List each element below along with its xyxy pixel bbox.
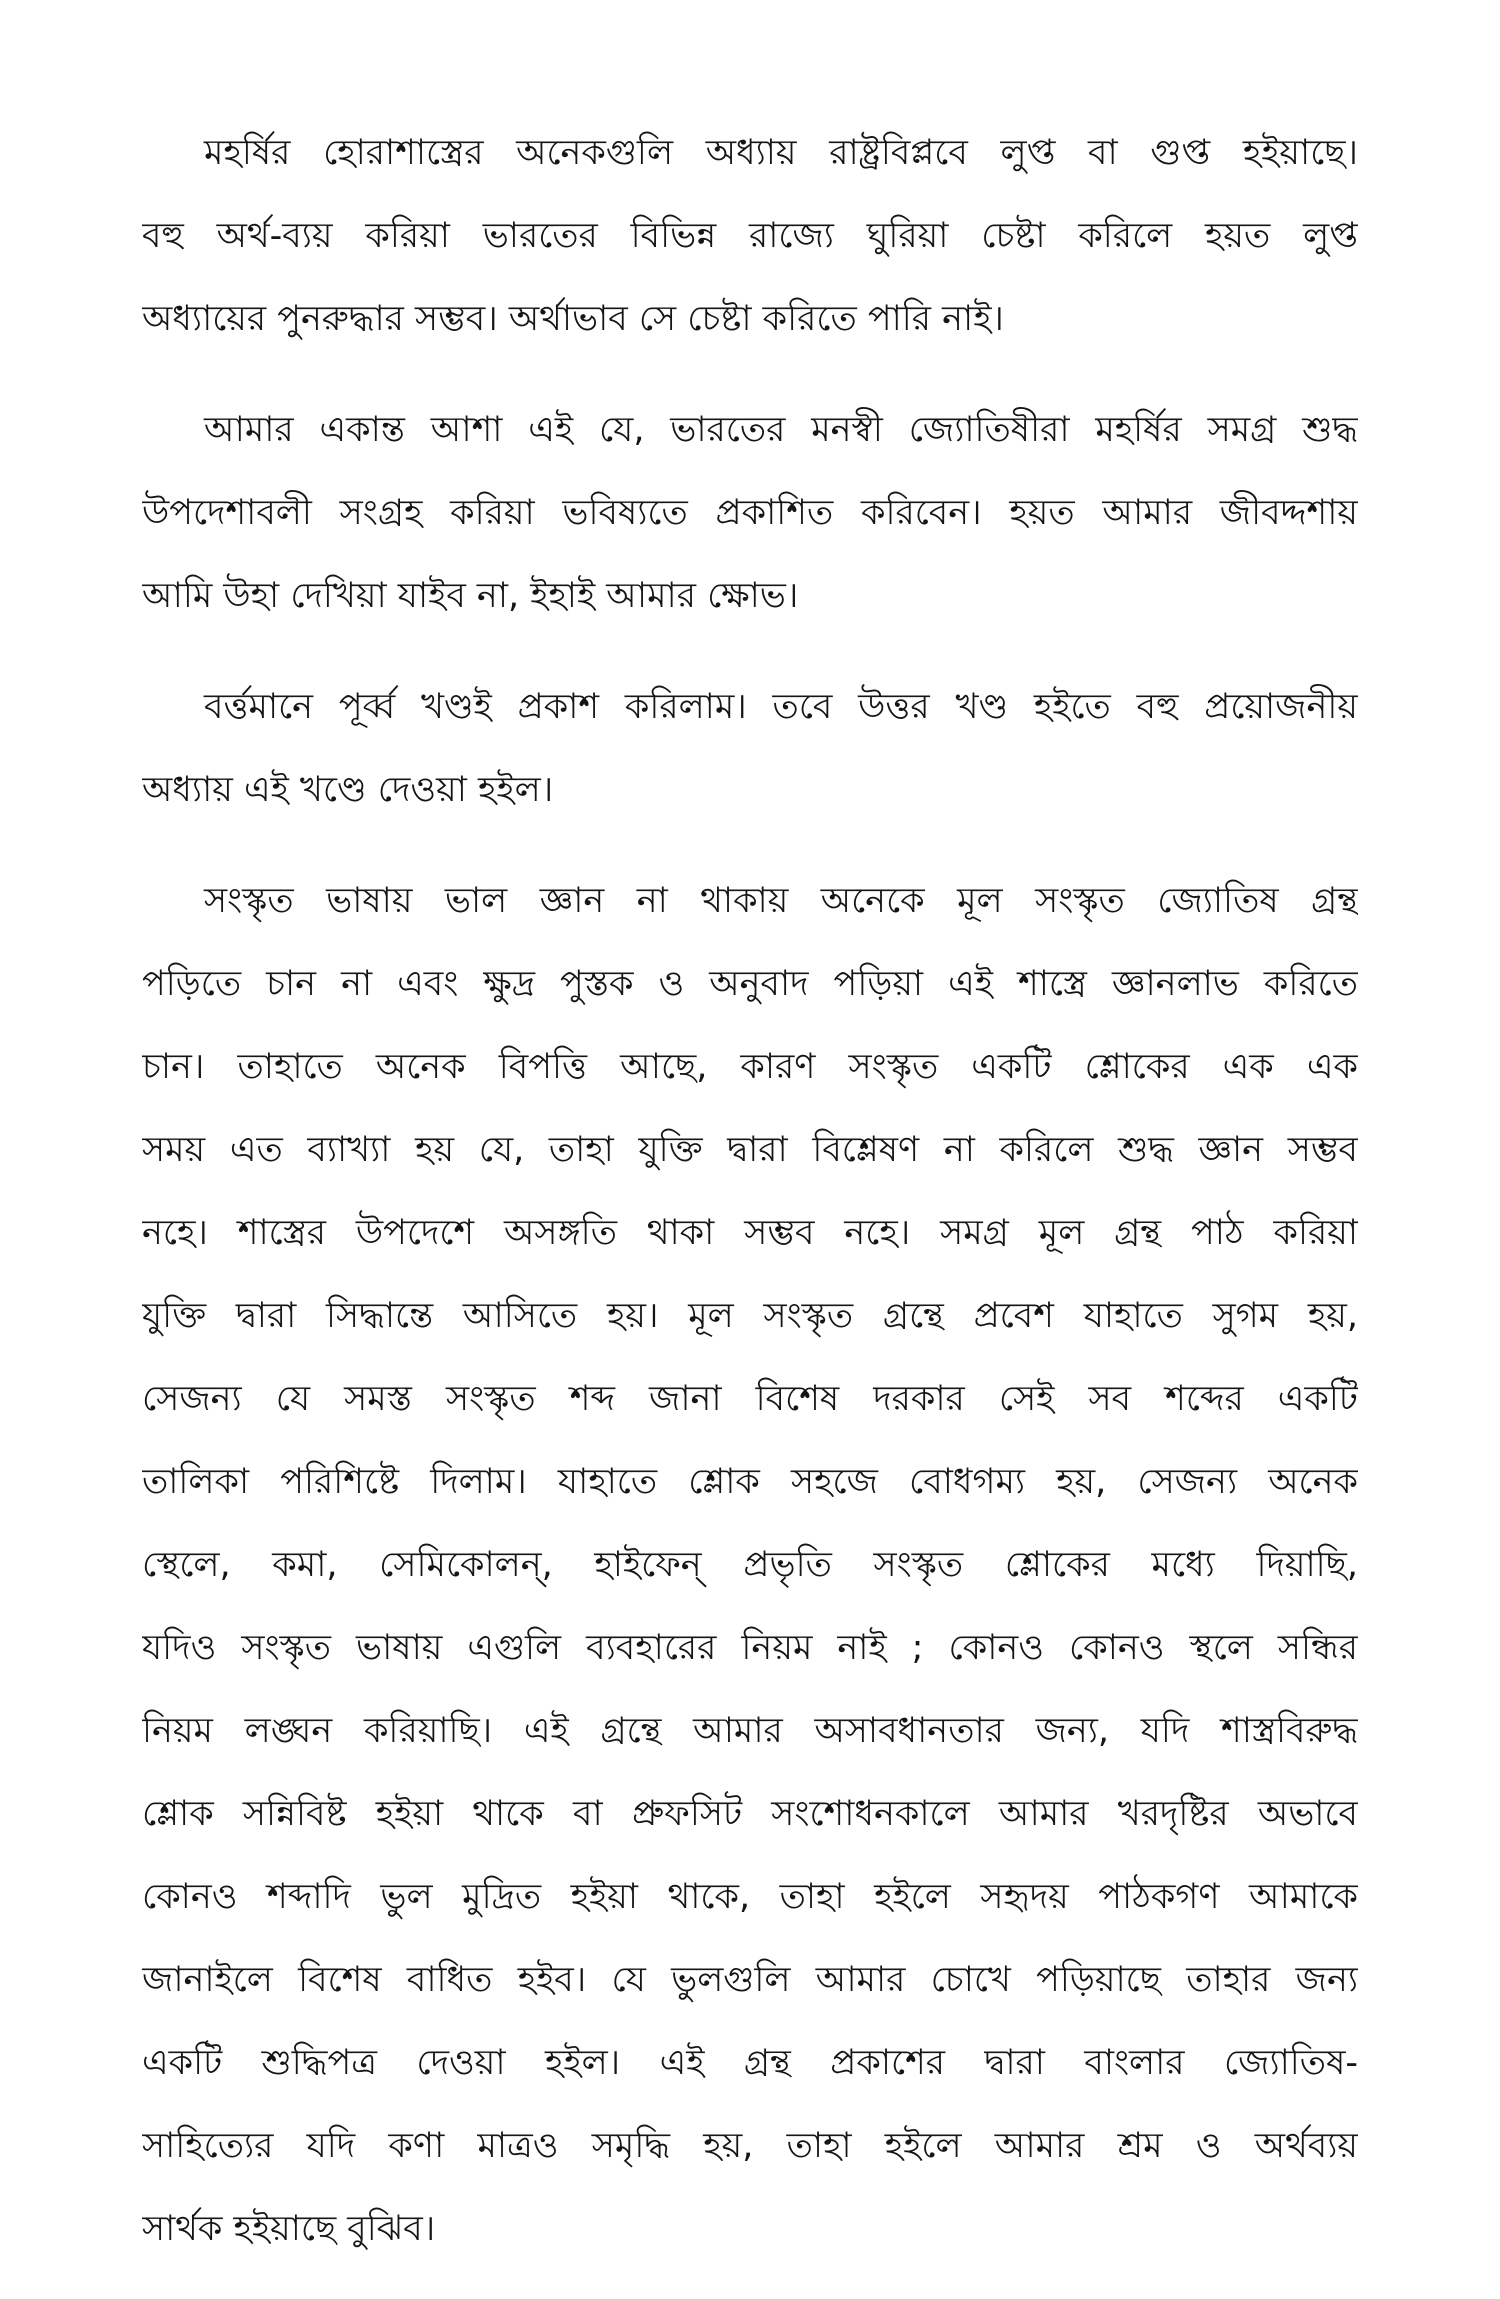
text-line: আমি উহা দেখিয়া যাইব না, ইহাই আমার ক্ষোভ। [142, 576, 799, 616]
text-line: কোনও শব্দাদি ভুল মুদ্রিত হইয়া থাকে, তাহা হইলে সহৃদয় পাঠকগণ আমাকে [142, 1877, 1358, 1917]
text-line: আমার একান্ত আশা এই যে, ভারতের মনস্বী জ্যোতিষীরা মহর্ষির সমগ্র শুদ্ধ [204, 410, 1358, 450]
text-line: মহর্ষির হোরাশাস্ত্রের অনেকগুলি অধ্যায় রাষ্ট্রবিপ্লবে লুপ্ত বা গুপ্ত হইয়াছে। [204, 133, 1358, 173]
text-line: পড়িতে চান না এবং ক্ষুদ্র পুস্তক ও অনুবাদ পড়িয়া এই শাস্ত্রে জ্ঞানলাভ করিতে [142, 964, 1358, 1004]
text-line: সময় এত ব্যাখ্যা হয় যে, তাহা যুক্তি দ্বারা বিশ্লেষণ না করিলে শুদ্ধ জ্ঞান সম্ভব [142, 1130, 1358, 1170]
text-line: সংস্কৃত ভাষায় ভাল জ্ঞান না থাকায় অনেকে মূল সংস্কৃত জ্যোতিষ গ্রন্থ [204, 881, 1358, 921]
paragraph-1 [142, 112, 1358, 361]
text-line: সার্থক হইয়াছে বুঝিব। [142, 2209, 436, 2249]
text-line: যুক্তি দ্বারা সিদ্ধান্তে আসিতে হয়। মূল সংস্কৃত গ্রন্থে প্রবেশ যাহাতে সুগম হয়, [142, 1296, 1358, 1336]
text-line: শ্লোক সন্নিবিষ্ট হইয়া থাকে বা প্রুফসিট সংশোধনকালে আমার খরদৃষ্টির অভাবে [142, 1794, 1358, 1834]
text-line: সেজন্য যে সমস্ত সংস্কৃত শব্দ জানা বিশেষ দরকার সেই সব শব্দের একটি [142, 1379, 1358, 1419]
text-line: যদিও সংস্কৃত ভাষায় এগুলি ব্যবহারের নিয়ম নাই ; কোনও কোনও স্থলে সন্ধির [142, 1628, 1358, 1668]
paragraph-4 [142, 860, 1358, 2271]
text-line: স্থেলে, কমা, সেমিকোলন্, হাইফেন্ প্রভৃতি সংস্কৃত শ্লোকের মধ্যে দিয়াছি, [142, 1545, 1358, 1585]
text-line: অধ্যায় এই খণ্ডে দেওয়া হইল। [142, 770, 554, 810]
document-page [142, 112, 1358, 2299]
paragraph-3 [142, 666, 1358, 832]
text-line: চান। তাহাতে অনেক বিপত্তি আছে, কারণ সংস্কৃত একটি শ্লোকের এক এক [142, 1047, 1358, 1087]
text-line: উপদেশাবলী সংগ্রহ করিয়া ভবিষ্যতে প্রকাশিত করিবেন। হয়ত আমার জীবদ্দশায় [142, 493, 1358, 533]
text-line: একটি শুদ্ধিপত্র দেওয়া হইল। এই গ্রন্থ প্রকাশের দ্বারা বাংলার জ্যোতিষ- [142, 2043, 1358, 2083]
text-line: নহে। শাস্ত্রের উপদেশে অসঙ্গতি থাকা সম্ভব নহে। সমগ্র মূল গ্রন্থ পাঠ করিয়া [142, 1213, 1358, 1253]
text-line: বহু অর্থ-ব্যয় করিয়া ভারতের বিভিন্ন রাজ্যে ঘুরিয়া চেষ্টা করিলে হয়ত লুপ্ত [142, 216, 1358, 256]
paragraph-2 [142, 389, 1358, 638]
text-line: তালিকা পরিশিষ্টে দিলাম। যাহাতে শ্লোক সহজে বোধগম্য হয়, সেজন্য অনেক [142, 1462, 1358, 1502]
text-line: জানাইলে বিশেষ বাধিত হইব। যে ভুলগুলি আমার চোখে পড়িয়াছে তাহার জন্য [142, 1960, 1358, 2000]
text-line: সাহিত্যের যদি কণা মাত্রও সমৃদ্ধি হয়, তাহা হইলে আমার শ্রম ও অর্থব্যয় [142, 2126, 1358, 2166]
text-line: অধ্যায়ের পুনরুদ্ধার সম্ভব। অর্থাভাব সে চেষ্টা করিতে পারি নাই। [142, 299, 1004, 339]
text-line: বর্ত্তমানে পূর্ব্ব খণ্ডই প্রকাশ করিলাম। তবে উত্তর খণ্ড হইতে বহু প্রয়োজনীয় [204, 687, 1358, 727]
text-line: নিয়ম লঙ্ঘন করিয়াছি। এই গ্রন্থে আমার অসাবধানতার জন্য, যদি শাস্ত্রবিরুদ্ধ [142, 1711, 1358, 1751]
